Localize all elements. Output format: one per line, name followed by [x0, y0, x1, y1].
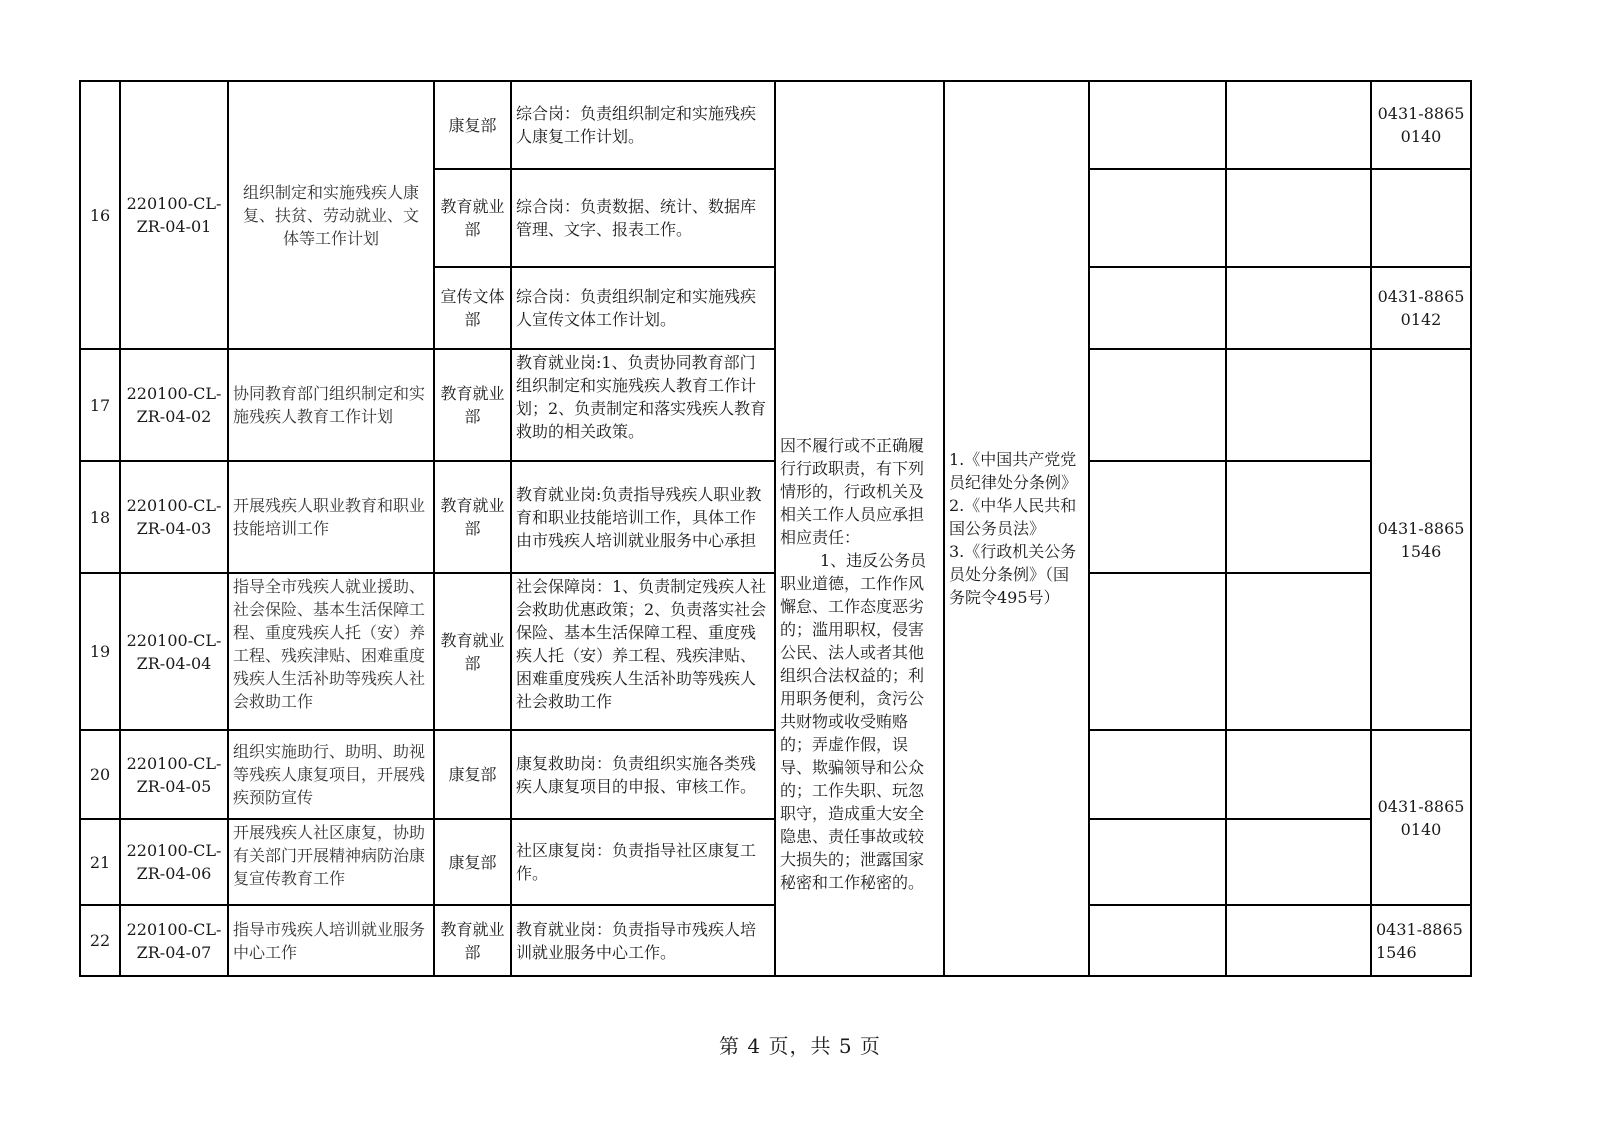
department: 康复部	[434, 730, 511, 819]
item-name: 开展残疾人职业教育和职业技能培训工作	[228, 461, 434, 573]
item-code-line1: 220100-CL-	[126, 496, 222, 515]
row-number: 18	[80, 461, 120, 573]
page-footer: 第 4 页，共 5 页	[719, 1034, 881, 1058]
post-duty: 教育就业岗:负责指导残疾人职业教育和职业技能培训工作，具体工作由市残疾人培训就业服务中心承担	[511, 461, 775, 573]
post-duty: 综合岗：负责组织制定和实施残疾人康复工作计划。	[511, 81, 775, 169]
item-name	[228, 819, 434, 905]
item-code-line2: ZR-04-01	[136, 217, 212, 236]
item-code-line2: ZR-04-05	[136, 776, 212, 796]
post-duty: 教育就业岗：负责指导市残疾人培训就业服务中心工作。	[511, 905, 775, 976]
post-duty: 综合岗：负责组织制定和实施残疾人宣传文体工作计划。	[511, 267, 775, 349]
empty-cell	[1089, 905, 1226, 976]
accountability-item: 1、违反公务员职业道德，工作作风懈怠、工作态度恶劣的；滥用职权，侵害公民、法人或者其他组织合法权益的；利用职务便利，贪污公共财物或收受贿赂的；弄虚作假，误导、欺骗领导和公众的；工作失职、玩忽职守，造成重大安全隐患、责任事故或较大损失的；泄露国家秘密和工作秘密的。	[780, 550, 927, 892]
item-code-line1: 220100-CL-	[126, 630, 222, 650]
post-duty	[511, 573, 775, 730]
contact-phone: 0431-88650140	[1371, 730, 1471, 905]
row-number: 20	[80, 730, 120, 819]
contact-phone	[1371, 169, 1471, 267]
item-code-line2: ZR-04-07	[136, 942, 212, 962]
empty-cell	[1226, 730, 1371, 819]
item-code	[120, 349, 228, 461]
empty-cell	[1226, 349, 1371, 461]
item-code	[120, 905, 228, 976]
row-number: 17	[80, 349, 120, 461]
accountability-intro: 因不履行或不正确履行行政职责，有下列情形的，行政机关及相关工作人员应承担相应责任：	[780, 435, 925, 547]
department: 教育就业部	[434, 573, 511, 730]
item-code-line1: 220100-CL-	[126, 753, 222, 773]
empty-cell	[1089, 730, 1226, 819]
empty-cell	[1226, 169, 1371, 267]
empty-cell	[1226, 81, 1371, 169]
accountability-text	[775, 81, 944, 976]
department: 教育就业部	[434, 349, 511, 461]
post-duty: 综合岗：负责数据、统计、数据库管理、文字、报表工作。	[511, 169, 775, 267]
basis-item: 3.《行政机关公务员处分条例》（国务院令495号）	[949, 542, 1077, 607]
contact-phone: 0431-88650140	[1371, 81, 1471, 169]
table-row	[80, 81, 1471, 169]
post-duty: 社区康复岗：负责指导社区康复工作。	[511, 819, 775, 905]
row-number: 22	[80, 905, 120, 976]
contact-phone: 0431-88651546	[1371, 349, 1471, 730]
item-code-line1: 220100-CL-	[126, 841, 222, 860]
row-number: 19	[80, 573, 120, 730]
item-code-line2: ZR-04-02	[136, 407, 212, 426]
item-code-line1: 220100-CL-	[126, 194, 222, 213]
legal-basis	[944, 81, 1089, 976]
empty-cell	[1089, 169, 1226, 267]
post-duty-text: 教育就业岗:1、负责协同教育部门组织制定和实施残疾人教育工作计划；2、负责制定和落实残疾人教育救助的相关政策。	[516, 353, 767, 441]
empty-cell	[1226, 573, 1371, 730]
empty-cell	[1089, 819, 1226, 905]
empty-cell	[1226, 461, 1371, 573]
item-code	[120, 819, 228, 905]
empty-cell	[1089, 267, 1226, 349]
empty-cell	[1089, 349, 1226, 461]
basis-item: 2.《中华人民共和国公务员法》	[949, 496, 1077, 538]
item-name	[228, 573, 434, 730]
row-number: 16	[80, 81, 120, 349]
empty-cell	[1226, 905, 1371, 976]
department: 教育就业部	[434, 169, 511, 267]
item-code-line2: ZR-04-06	[136, 864, 212, 883]
row-number: 21	[80, 819, 120, 905]
basis-item: 1.《中国共产党党员纪律处分条例》	[949, 450, 1078, 492]
department: 宣传文体部	[434, 267, 511, 349]
department: 教育就业部	[434, 461, 511, 573]
empty-cell	[1226, 267, 1371, 349]
item-code-line1: 220100-CL-	[126, 384, 222, 403]
empty-cell	[1089, 573, 1226, 730]
item-name: 组织实施助行、助明、助视等残疾人康复项目，开展残疾预防宣传	[228, 730, 434, 819]
department: 康复部	[434, 81, 511, 169]
item-code	[120, 81, 228, 349]
item-name-text: 开展残疾人社区康复，协助有关部门开展精神病防治康复宣传教育工作	[233, 823, 426, 888]
empty-cell	[1089, 461, 1226, 573]
item-name-text: 指导全市残疾人就业援助、社会保险、基本生活保障工程、重度残疾人托（安）养工程、残疾津贴、困难重度残疾人生活补助等残疾人社会救助工作	[233, 577, 426, 711]
item-name: 组织制定和实施残疾人康复、扶贫、劳动就业、文体等工作计划	[228, 81, 434, 349]
item-code	[120, 730, 228, 819]
item-code-line2: ZR-04-04	[136, 653, 212, 673]
post-duty	[511, 349, 775, 461]
item-code-line1: 220100-CL-	[126, 919, 222, 939]
contact-phone: 0431-88651546	[1371, 905, 1471, 976]
item-code	[120, 573, 228, 730]
post-duty: 康复救助岗：负责组织实施各类残疾人康复项目的申报、审核工作。	[511, 730, 775, 819]
item-code-line2: ZR-04-03	[136, 519, 212, 538]
department: 教育就业部	[434, 905, 511, 976]
empty-cell	[1226, 819, 1371, 905]
empty-cell	[1089, 81, 1226, 169]
department: 康复部	[434, 819, 511, 905]
item-name: 协同教育部门组织制定和实施残疾人教育工作计划	[228, 349, 434, 461]
post-duty-text: 社会保障岗：1、负责制定残疾人社会救助优惠政策；2、负责落实社会保险、基本生活保障工程、重度残疾人托（安）养工程、残疾津贴、困难重度残疾人生活补助等残疾人社会救助工作	[516, 577, 767, 711]
item-code	[120, 461, 228, 573]
responsibility-table	[79, 80, 1472, 977]
item-name: 指导市残疾人培训就业服务中心工作	[228, 905, 434, 976]
contact-phone: 0431-88650142	[1371, 267, 1471, 349]
